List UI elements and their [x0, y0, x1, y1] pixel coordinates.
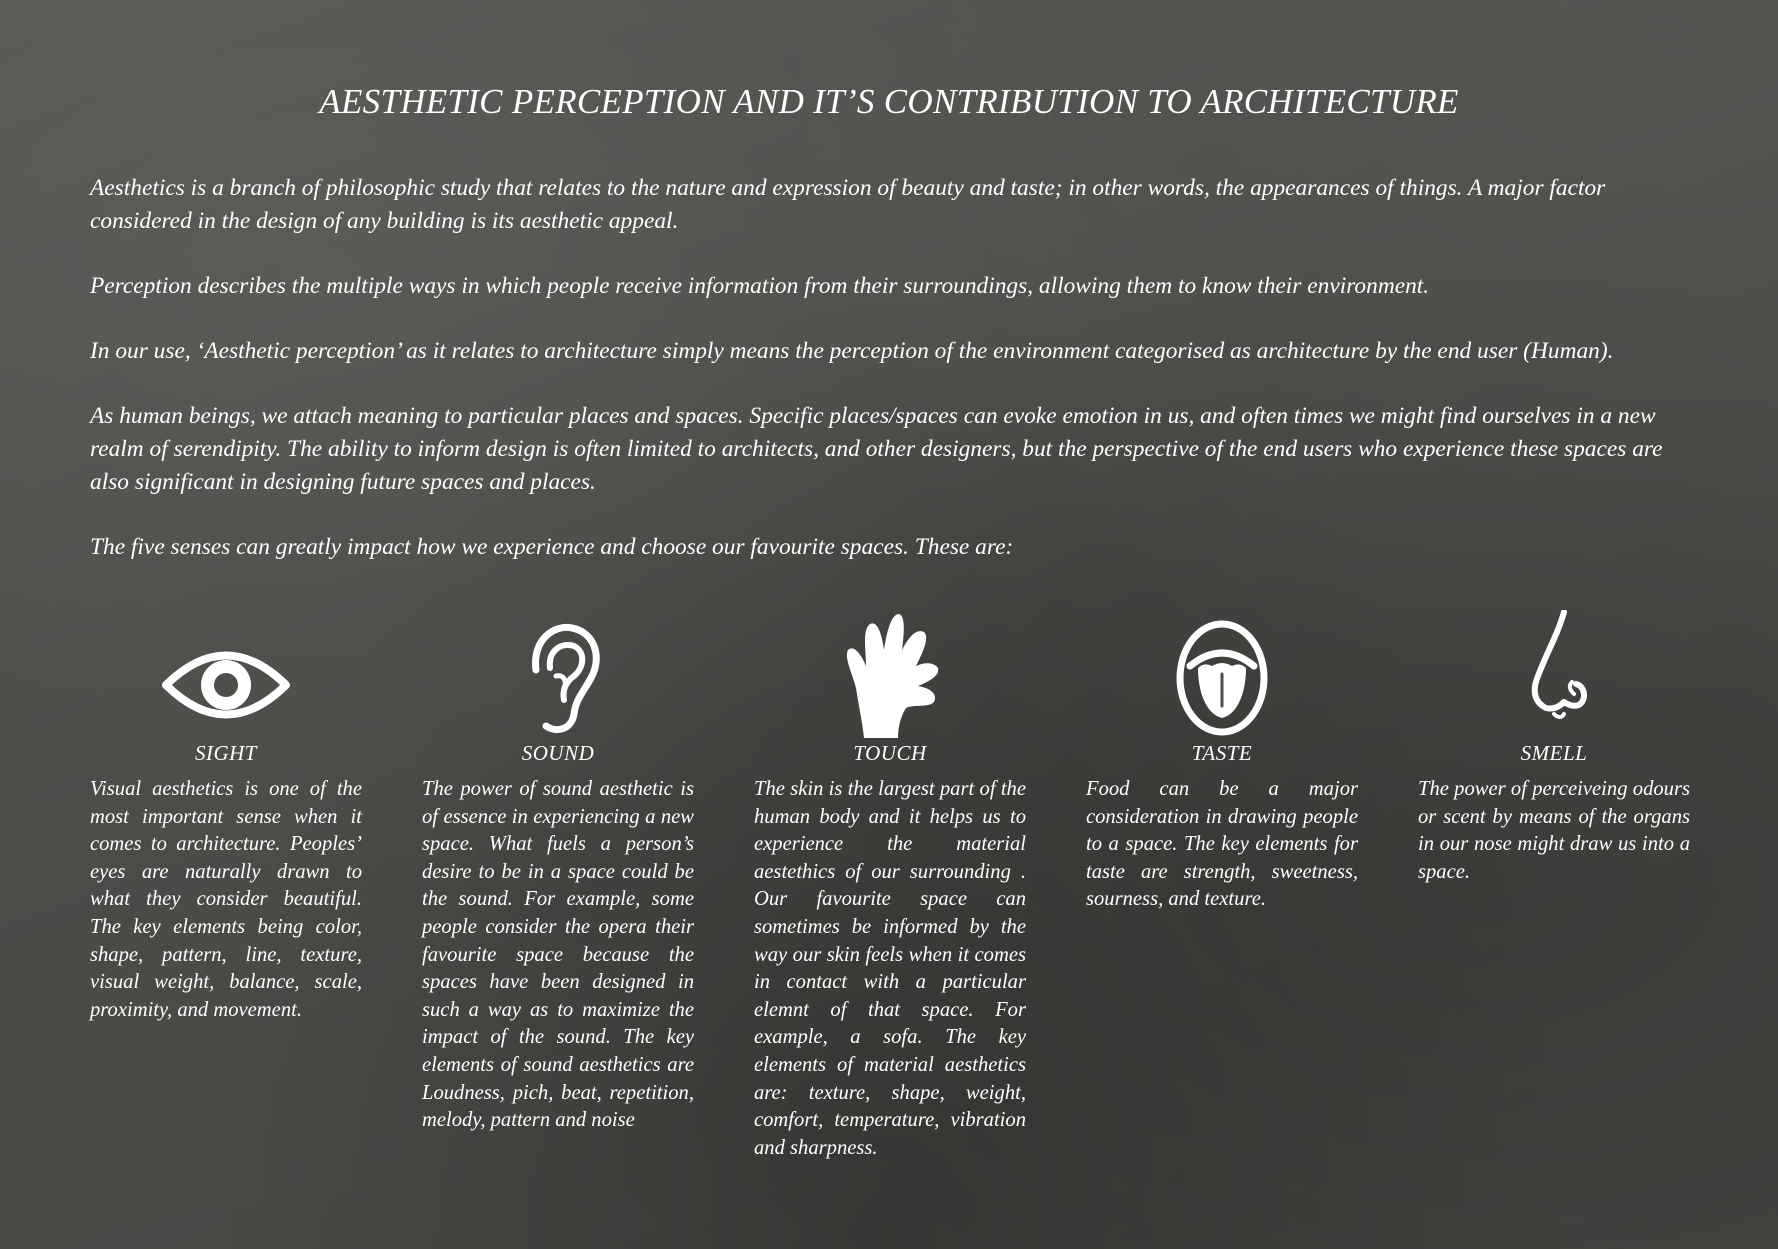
sense-label: TOUCH: [853, 741, 927, 765]
page-title: AESTHETIC PERCEPTION AND IT’S CONTRIBUTION TO ARCHITECTURE: [319, 82, 1459, 121]
sense-description: The power of perceiveing odours or scent by means of the organs in our nose might draw us into a space.: [1418, 778, 1690, 883]
sense-label: TASTE: [1191, 741, 1253, 765]
intro-paragraph-perception: Perception describes the multiple ways in which people receive information from their surroundings, allowing them to know their environment.: [90, 273, 1430, 299]
sense-label: SOUND: [521, 741, 595, 765]
five-senses: [90, 610, 1690, 1170]
intro-paragraph-aesthetics: Aesthetics is a branch of philosophic study that relates to the nature and expression of beauty and taste; in other words, the appearances of things. A major factor considered in the design of any building is its aesthetic appeal.: [90, 175, 1606, 234]
ear-icon: [422, 610, 694, 740]
sense-label: SIGHT: [194, 741, 257, 765]
eye-icon: [90, 610, 362, 740]
sense-description: The skin is the largest part of the human body and it helps us to experience the material aestethics of our surrounding . Our favourite space can sometimes be informed by the way our skin feels when it comes in contact with a particular elemnt of that space. For example, a sofa. The key elements of material aesthetics are: texture, shape, weight, comfort, temperature, vibration and sharpness.: [754, 778, 1026, 1159]
hand-icon: [754, 610, 1026, 740]
nose-icon: [1418, 610, 1690, 740]
sense-label: SMELL: [1520, 741, 1588, 765]
sense-description: Visual aesthetics is one of the most important sense when it comes to architecture. Peoples’ eyes are naturally drawn to what they consider beautiful. The key elements being color, shape, pattern, line, texture, visual weight, balance, scale, proximity, and movement.: [90, 778, 362, 1021]
intro-paragraph-five-senses: The five senses can greatly impact how we experience and choose our favourite spaces. These are:: [90, 534, 1014, 560]
intro-paragraph-meaning: As human beings, we attach meaning to particular places and spaces. Specific places/spaces can evoke emotion in us, and often times we might find ourselves in a new realm of serendipity. The ability to inform design is often limited to architects, and other designers, but the perspective of the end users who experience these spaces are also significant in designing future spaces and places.: [90, 403, 1663, 495]
tongue-icon: [1086, 610, 1358, 740]
sense-description: Food can be a major consideration in drawing people to a space. The key elements for taste are strength, sweetness, sourness, and texture.: [1086, 778, 1358, 911]
sense-description: The power of sound aesthetic is of essence in experiencing a new space. What fuels a person’s desire to be in a space could be the sound. For example, some people consider the opera their favourite space because the spaces have been designed in such a way as to maximize the impact of the sound. The key elements of sound aesthetics are Loudness, pich, beat, repetition, melody, pattern and noise: [422, 778, 694, 1132]
intro-paragraph-aesthetic-perception: In our use, ‘Aesthetic perception’ as it relates to architecture simply means the perception of the environment categorised as architecture by the end user (Human).: [90, 338, 1614, 364]
intro-text: [90, 172, 1690, 596]
